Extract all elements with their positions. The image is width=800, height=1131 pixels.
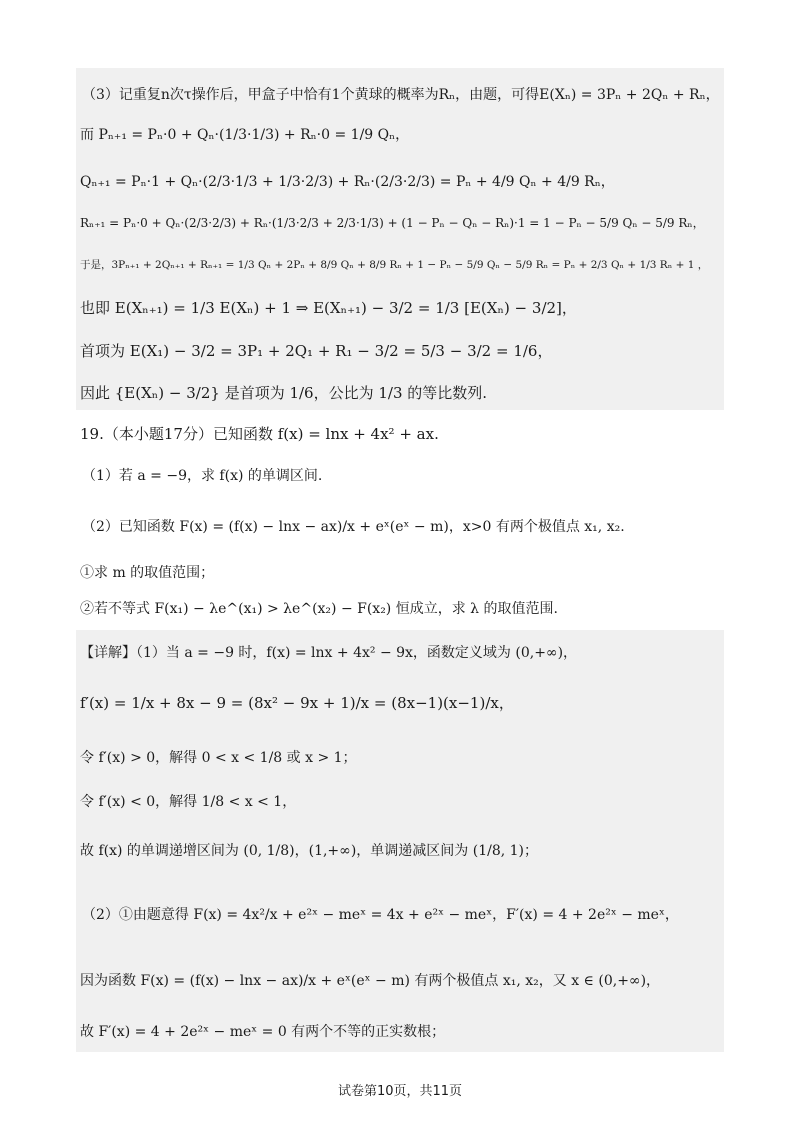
- solution19-line: 因为函数 F(x) = (f(x) − lnx − ax)/x + eˣ(eˣ − m) 有两个极值点 x₁, x₂，又 x ∈ (0,+∞)，: [80, 973, 661, 989]
- solution19-line: 故 F′(x) = 4 + 2e²ˣ − meˣ = 0 有两个不等的正实数根；: [80, 1024, 446, 1040]
- question19-stem: 19.（本小题17分）已知函数 f(x) = lnx + 4x² + ax.: [80, 425, 439, 443]
- solution-part3-line: 而 Pₙ₊₁ = Pₙ·0 + Qₙ·(1/3·1/3) + Rₙ·0 = 1/9 Qₙ，: [80, 127, 410, 143]
- question19-part2: （2）已知函数 F(x) = (f(x) − lnx − ax)/x + eˣ(eˣ − m)，x>0 有两个极值点 x₁, x₂.: [82, 519, 625, 535]
- solution-part3-line: 因此 {E(Xₙ) − 3/2} 是首项为 1/6，公比为 1/3 的等比数列.: [80, 384, 488, 402]
- solution19-line: 令 f′(x) > 0，解得 0 < x < 1/8 或 x > 1；: [80, 750, 357, 766]
- solution-part3-line: Rₙ₊₁ = Pₙ·0 + Qₙ·(2/3·2/3) + Rₙ·(1/3·2/3 + 2/3·1/3) + (1 − Pₙ − Qₙ − Rₙ)·1 = 1 − Pₙ − 5/9 Qₙ − 5/9 Rₙ，: [80, 216, 705, 230]
- question19-part1: （1）若 a = −9，求 f(x) 的单调区间.: [82, 468, 323, 484]
- solution-part3-line: 也即 E(Xₙ₊₁) = 1/3 E(Xₙ) + 1 ⇒ E(Xₙ₊₁) − 3/2 = 1/3 [E(Xₙ) − 3/2]，: [80, 299, 577, 317]
- solution-part3-line: Qₙ₊₁ = Pₙ·1 + Qₙ·(2/3·1/3 + 1/3·2/3) + Rₙ·(2/3·2/3) = Pₙ + 4/9 Qₙ + 4/9 Rₙ，: [80, 174, 615, 190]
- page-footer: 试卷第10页，共11页: [337, 1084, 463, 1099]
- question19-sub1: ①求 m 的取值范围；: [80, 565, 215, 581]
- question19-sub2: ②若不等式 F(x₁) − λe^(x₁) > λe^(x₂) − F(x₂) 恒成立，求 λ 的取值范围.: [80, 601, 558, 617]
- solution19-line: 令 f′(x) < 0，解得 1/8 < x < 1，: [80, 794, 297, 810]
- solution-part3-line: （3）记重复n次τ操作后，甲盒子中恰有1个黄球的概率为Rₙ，由题，可得E(Xₙ) = 3Pₙ + 2Qₙ + Rₙ，: [82, 87, 720, 103]
- solution19-line: （2）①由题意得 F(x) = 4x²/x + e²ˣ − meˣ = 4x + e²ˣ − meˣ，F′(x) = 4 + 2e²ˣ − meˣ，: [82, 907, 679, 923]
- solution-part3-line: 于是，3Pₙ₊₁ + 2Qₙ₊₁ + Rₙ₊₁ = 1/3 Qₙ + 2Pₙ + 8/9 Qₙ + 8/9 Rₙ + 1 − Pₙ − 5/9 Qₙ − 5/9 Rₙ = Pₙ + 2/3 Qₙ + 1/3 Rₙ + 1 ，: [80, 259, 709, 271]
- solution19-line: f′(x) = 1/x + 8x − 9 = (8x² − 9x + 1)/x = (8x−1)(x−1)/x，: [80, 694, 514, 712]
- solution19-line: 故 f(x) 的单调递增区间为 (0, 1/8)，(1,+∞)，单调递减区间为 (1/8, 1)；: [80, 843, 538, 859]
- solution-part3-line: 首项为 E(X₁) − 3/2 = 3P₁ + 2Q₁ + R₁ − 3/2 = 5/3 − 3/2 = 1/6，: [80, 342, 553, 360]
- solution19-line: 【详解】（1）当 a = −9 时，f(x) = lnx + 4x² − 9x，函数定义域为 (0,+∞)，: [80, 645, 578, 661]
